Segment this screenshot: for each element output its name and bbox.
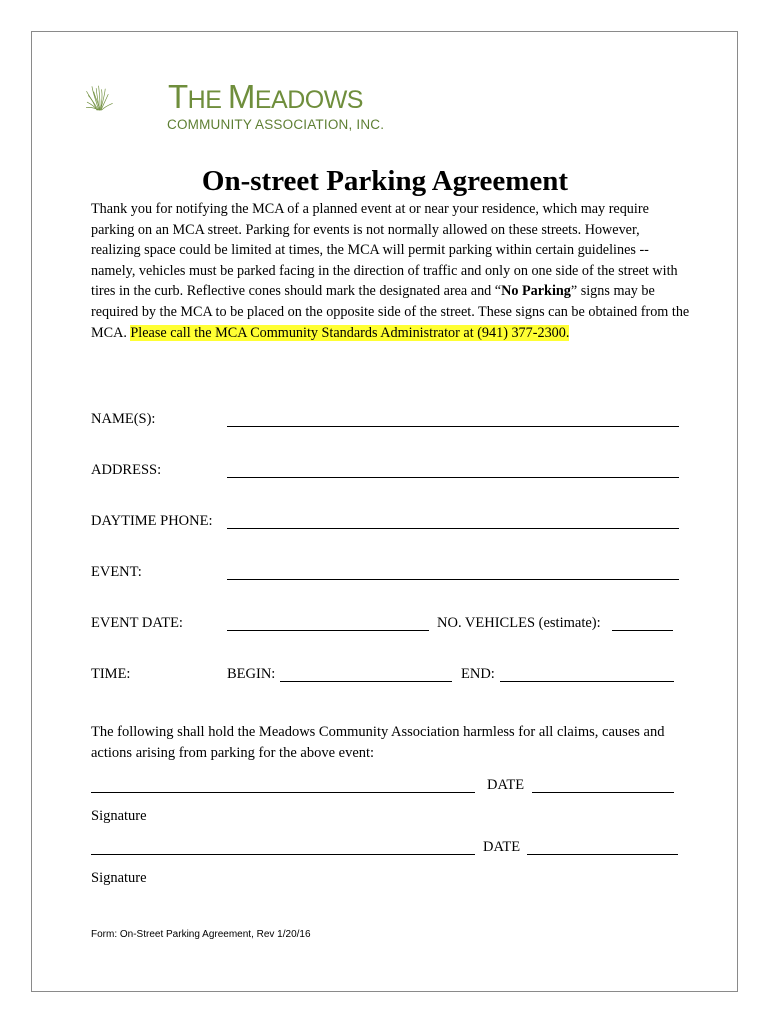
begin-label: BEGIN: (227, 666, 276, 682)
names-label: NAME(S): (91, 411, 156, 427)
date-2-field[interactable] (527, 854, 678, 855)
end-time-field[interactable] (500, 681, 674, 682)
event-date-field[interactable] (227, 630, 429, 631)
time-label: TIME: (91, 666, 131, 682)
signature-2-field[interactable] (91, 854, 475, 855)
form-revision-footer: Form: On-Street Parking Agreement, Rev 1/20/16 (91, 929, 311, 940)
no-vehicles-field[interactable] (612, 630, 673, 631)
begin-time-field[interactable] (280, 681, 452, 682)
highlighted-contact-text: Please call the MCA Community Standards Administrator at (941) 377-2300. (130, 324, 570, 341)
signature-1-label: Signature (91, 808, 147, 824)
daytime-phone-label: DAYTIME PHONE: (91, 513, 213, 529)
signature-1-field[interactable] (91, 792, 475, 793)
logo-title: THE MEADOWS (168, 78, 363, 115)
date-1-field[interactable] (532, 792, 674, 793)
address-label: ADDRESS: (91, 462, 162, 478)
signature-2-label: Signature (91, 870, 147, 886)
end-label: END: (461, 666, 495, 682)
address-field[interactable] (227, 477, 679, 478)
event-label: EVENT: (91, 564, 142, 580)
logo-subtitle: COMMUNITY ASSOCIATION, INC. (167, 117, 385, 132)
intro-paragraph: Thank you for notifying the MCA of a planned event at or near your residence, which may require parking on an MCA street. Parking for events is not normally allowed on these streets. However, realizing space could be limited at times, the MCA will permit parking within certain guidelines -- namely, vehicles must be parked facing in the direction of traffic and only on one side of the street with tires in the curb. Reflective cones should mark the designated area and “No Parking” signs may be required by the MCA to be placed on the opposite side of the street. These signs can be obtained from the MCA. Please call the MCA Community Standards Administrator at (941) 377-2300. (91, 201, 690, 341)
date-2-label: DATE (483, 839, 521, 855)
no-vehicles-label: NO. VEHICLES (estimate): (437, 615, 601, 631)
daytime-phone-field[interactable] (227, 528, 679, 529)
names-field[interactable] (227, 426, 679, 427)
event-date-label: EVENT DATE: (91, 615, 183, 631)
date-1-label: DATE (487, 777, 525, 793)
page-title: On-street Parking Agreement (201, 165, 569, 197)
meadows-grass-logo-icon (86, 56, 176, 140)
event-field[interactable] (227, 579, 679, 580)
legal-paragraph: The following shall hold the Meadows Community Association harmless for all claims, causes and actions arising from parking for the above event: (91, 724, 665, 761)
